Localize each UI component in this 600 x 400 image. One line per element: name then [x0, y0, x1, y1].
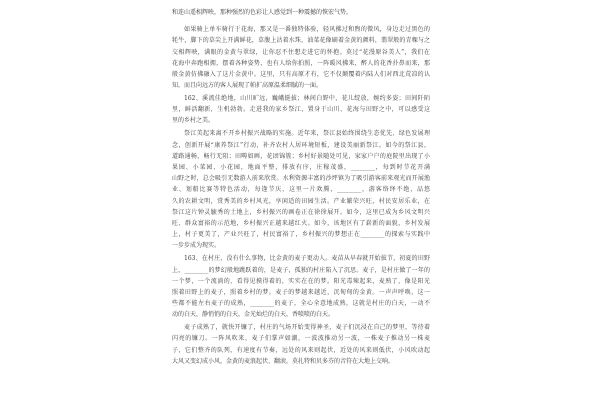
text-line: 祭江这片钟灵毓秀的土地上，乡村振兴的画卷正在徐徐展开。如今，这里已成为乡风文明兴 [172, 208, 430, 216]
text-line: 念，创新开展“康养祭江”行动，补齐农村人居环境短板，建设美丽新祭江。如今的祭江县， [172, 141, 430, 149]
text-line: 般金黄仿佛融入了这片金黄中。这里，只有高原才有，它不仅颠覆着内陆人们对西北荒凉的认 [172, 70, 430, 78]
text-line: 一个梦，一个流淌的，看得见摸得着的，实实在在的梦。阳光毒辣起来，麦熟了，像是阳光 [172, 277, 430, 285]
paragraph-cycling-flower-sea [172, 24, 430, 91]
text-line: 牦牛，脚下的草尖上开满鲜花，草腹上沾着水珠，油菜花像刷着金黄的颜料，翡翠般的青稞与之 [172, 37, 430, 45]
text-line: 一步步成为现实。 [172, 242, 221, 250]
text-line: 里的乡村之美。 [172, 117, 215, 125]
text-line: 上，________的梦幻般地跳跃着的，是麦子，孤独的村庄陷入了沉思。麦子，是村庄做了一年的 [172, 266, 430, 274]
text-line: 照着田野上的麦子，照着乡村的梦。麦子的梦越来越近，沉甸甸的金黄。一声声呼唤，这一 [172, 288, 430, 296]
text-line: 山野之时，总会吸引无数游人前来欣赏。水利资源丰富的沙坪镇为了吸引游客前来观光而开展渔 [172, 175, 430, 183]
text-line: 和连山遥相辉映，那种强烈的色彩让人感觉到一种震撼的恢宏气势。 [172, 9, 353, 16]
text-line: 上，村子更美了，产业兴旺了，村民富裕了，乡村振兴的梦想正在________的探索与实践中 [172, 231, 430, 239]
text-line: 道路通畅，畅行无阻；田畴如画，花团锦簇；乡村好景随处可见，家家户户的庭院里出现了小 [172, 152, 430, 160]
paragraph-wheat-harvest [172, 322, 430, 367]
text-line: 果园、小菜园、小花园，地面平整，排放有序，庄稼茂盛，________，每到时节花开满 [172, 164, 430, 172]
document-page [172, 7, 430, 393]
text-line: 旺、群众富裕的示范地，乡村振兴正越来越红火。如今，该地区有了崭新的面貌，乡村发展 [172, 219, 430, 227]
text-line: 如果骑上单车骑行于花海，那又是一番独特体验，轻风拂过和煦的微风，身边走过黑色的 [184, 26, 430, 34]
paragraph-rural-revitalization [172, 128, 430, 251]
text-line: 花海中奔跑相拥，摆着各种姿势，也有人给你拍照，一阵暖风拂来，醉人的花香扑鼻而来，那 [172, 59, 430, 67]
text-line: 动的白天，静悄悄的白天，金光灿烂的白天，香喷喷的白天。 [172, 311, 335, 319]
text-line: 些都不能左右麦子的成熟，________的麦子，全心全意地成熟，这就是村庄的白天，一动不 [172, 300, 430, 308]
text-line: 久的农耕文明，赏秀美的乡村风光，享闲适的田园生活。产业繁荣兴旺，村民安居乐业，在 [172, 197, 430, 205]
text-line: 163、在村庄，没有什么事物，比金黄的麦子更动人。麦苗从早春就开始拔节，初夏的田野 [184, 255, 430, 263]
item-162 [172, 93, 430, 127]
text-line: 业、划船比赛等特色活动，每逢节庆，这里一片欢腾，________，游客络绎不绝，品悠 [172, 186, 430, 194]
text-line: 子，它们整齐的队列，有速度有节奏，远处的风来则起伏，近处的风来则低伏，小风吹动起 [172, 346, 430, 354]
text-line: 麦子成熟了，就快开镰了，村庄的气场开始变得神圣，麦子们沉浸在自己的梦里，等待着 [184, 324, 430, 332]
text-line: 162、溪流佳绝地，山川旷远，巍峨挺拔；林间白野中，花儿绽放，婉约多姿；田间阡陌 [184, 95, 430, 103]
text-line: 里，鲜活翻新，生机勃勃。走进我的家乡祭江，置身于山川、花海与田野之中，可以感受这 [172, 106, 430, 114]
item-163 [172, 253, 430, 320]
text-line: 交相辉映，满眼的金黄与翠绿，让你忍不住想走进它的怀抱。莫过“花漫原谷美人”，我们在 [172, 48, 430, 56]
text-line: 知，而且向远方的客人展现了帕扩高原温柔细腻的一面。 [172, 82, 323, 90]
text-line: 闪亮的镰刀。一阵风吹来，麦子们掌声如潮，一波波推动另一波，一株麦子推动另一株麦 [172, 335, 430, 343]
text-line: 祭江美起来离不开乡村振兴战略的实施。近年来，祭江县始终围绕生态优先、绿色发展理 [184, 130, 430, 138]
text-line: 大风又变幻成小风，金黄的麦浪起伏、翻滚，莫扎特和贝多芬的音符在大地上交响。 [172, 357, 395, 365]
paragraph-continued [172, 7, 430, 18]
